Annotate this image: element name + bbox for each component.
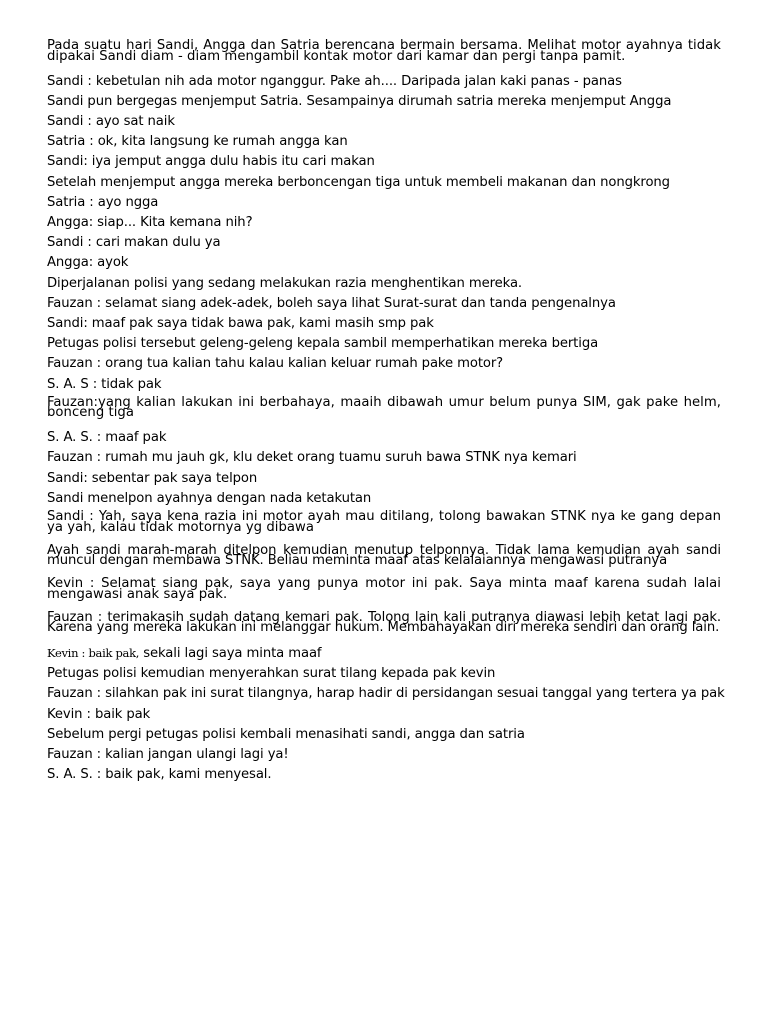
- dialogue-line: Satria : ayo ngga: [47, 194, 159, 210]
- dialogue-fragment: sekali lagi saya minta maaf: [143, 646, 322, 662]
- dialogue-paragraph: Sandi : Yah, saya kena razia ini motor ayah mau ditilang, tolong bawakan STNK nya ke gang depan ya yah, kalau tidak motornya yg dibawa: [47, 509, 721, 535]
- narration-line: Diperjalanan polisi yang sedang melakukan razia menghentikan mereka.: [47, 275, 523, 291]
- dialogue-line: Sandi : kebetulan nih ada motor nganggur. Pake ah.... Daripada jalan kaki panas - panas: [47, 73, 622, 89]
- dialogue-line: Fauzan : rumah mu jauh gk, klu deket orang tuamu suruh bawa STNK nya kemari: [47, 450, 577, 466]
- dialogue-line: Sandi: sebentar pak saya telpon: [47, 470, 258, 486]
- dialogue-line: Kevin : baik pak: [47, 706, 151, 722]
- serif-fragment: Kevin : baik pak,: [47, 646, 140, 661]
- dialogue-line: Fauzan : kalian jangan ulangi lagi ya!: [47, 747, 289, 763]
- narration-line: Sandi menelpon ayahnya dengan nada ketakutan: [47, 490, 372, 506]
- narration-line: Petugas polisi kemudian menyerahkan surat tilang kepada pak kevin: [47, 666, 496, 682]
- dialogue-line: Angga: ayok: [47, 255, 129, 271]
- narration-line: Petugas polisi tersebut geleng-geleng kepala sambil memperhatikan mereka bertiga: [47, 336, 599, 352]
- narration-line: Sandi pun bergegas menjemput Satria. Sesampainya dirumah satria mereka menjemput Angga: [47, 93, 672, 109]
- dialogue-line: Sandi: maaf pak saya tidak bawa pak, kami masih smp pak: [47, 315, 434, 331]
- dialogue-line: S. A. S. : baik pak, kami menyesal.: [47, 767, 272, 783]
- dialogue-line: Sandi : ayo sat naik: [47, 113, 175, 129]
- dialogue-line: S. A. S. : maaf pak: [47, 430, 167, 446]
- dialogue-line: Sandi: iya jemput angga dulu habis itu cari makan: [47, 154, 375, 170]
- narration-line: Setelah menjemput angga mereka berboncengan tiga untuk membeli makanan dan nongkrong: [47, 174, 670, 190]
- dialogue-line-mixed: [47, 643, 721, 664]
- narration-line: Sebelum pergi petugas polisi kembali menasihati sandi, angga dan satria: [47, 726, 525, 742]
- dialogue-paragraph: Fauzan : terimakasih sudah datang kemari pak. Tolong lain kali putranya diawasi lebih ketat lagi pak. Karena yang mereka lakukan ini melanggar hukum. Membahayakan diri mereka sendiri dan orang lain.: [47, 609, 721, 636]
- dialogue-line: Fauzan : silahkan pak ini surat tilangnya, harap hadir di persidangan sesuai tanggal yang tertera ya pak: [47, 686, 725, 702]
- paragraph-intro: Pada suatu hari Sandi, Angga dan Satria berencana bermain bersama. Melihat motor ayahnya tidak dipakai Sandi diam - diam mengambil kontak motor dari kamar dan pergi tanpa pamit.: [47, 38, 721, 64]
- dialogue-line: Fauzan : selamat siang adek-adek, boleh saya lihat Surat-surat dan tanda pengenalnya: [47, 295, 616, 311]
- dialogue-paragraph: Kevin : Selamat siang pak, saya yang punya motor ini pak. Saya minta maaf karena sudah lalai mengawasi anak saya pak.: [47, 576, 721, 602]
- dialogue-line: Angga: siap... Kita kemana nih?: [47, 214, 253, 230]
- dialogue-paragraph: Fauzan:yang kalian lakukan ini berbahaya, maaih dibawah umur belum punya SIM, gak pake helm, bonceng tiga: [47, 394, 721, 421]
- dialogue-line: S. A. S : tidak pak: [47, 376, 162, 392]
- dialogue-line: Fauzan : orang tua kalian tahu kalau kalian keluar rumah pake motor?: [47, 356, 504, 372]
- dialogue-line: Satria : ok, kita langsung ke rumah angga kan: [47, 134, 348, 150]
- dialogue-line: Sandi : cari makan dulu ya: [47, 235, 221, 251]
- document-body: [47, 38, 725, 785]
- narration-paragraph: Ayah sandi marah-marah ditelpon kemudian menutup telponnya. Tidak lama kemudian ayah sandi muncul dengan membawa STNK. Beliau meminta maaf atas kelalaiannya mengawasi putranya: [47, 542, 721, 569]
